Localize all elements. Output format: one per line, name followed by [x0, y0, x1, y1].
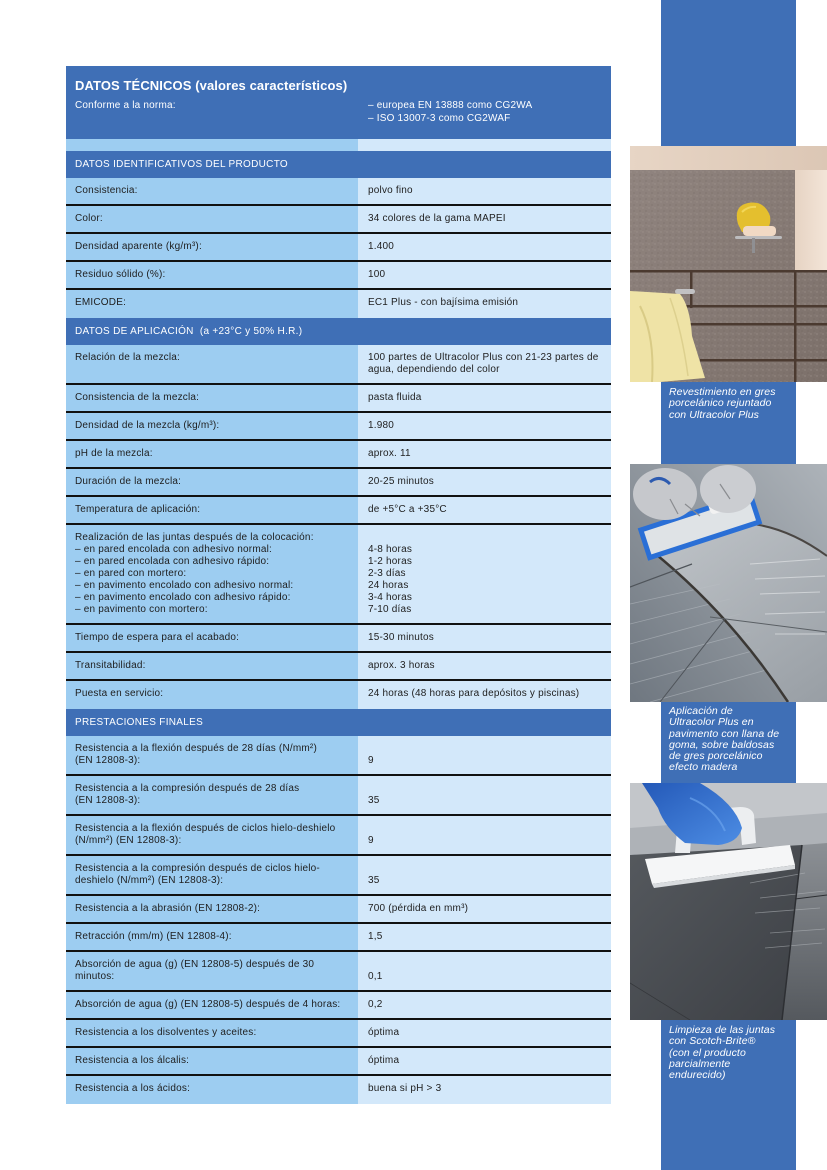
- photo-caption: Revestimiento en gres porcelánico rejuntado con Ultracolor Plus: [669, 386, 776, 421]
- table-row: [66, 681, 611, 709]
- table-row: [66, 234, 611, 262]
- table-row: [66, 1048, 611, 1076]
- row-label: Duración de la mezcla:: [66, 469, 358, 497]
- row-value: óptima: [358, 1020, 611, 1048]
- spacer-value-cell: [358, 139, 611, 151]
- norm-value: – ISO 13007-3 como CG2WAF: [368, 112, 511, 124]
- row-value: 24 horas (48 horas para depósitos y piscinas): [358, 681, 611, 709]
- table-row: [66, 206, 611, 234]
- table-row: [66, 816, 611, 856]
- row-value: 100: [358, 262, 611, 290]
- photo-caption: Aplicación de Ultracolor Plus en pavimento con llana de goma, sobre baldosas de gres porcelánico efecto madera: [669, 705, 780, 774]
- photo-float-application: [630, 464, 827, 702]
- table-row: [66, 992, 611, 1020]
- row-value: 35: [358, 776, 611, 816]
- row-label: Absorción de agua (g) (EN 12808-5) después de 30 minutos:: [66, 952, 358, 992]
- norm-label: Conforme a la norma:: [75, 100, 176, 111]
- row-value: 34 colores de la gama MAPEI: [358, 206, 611, 234]
- row-value: pasta fluida: [358, 385, 611, 413]
- row-value: 1.400: [358, 234, 611, 262]
- row-label: Resistencia a la compresión después de ciclos hielo- deshielo (N/mm²) (EN 12808-3):: [66, 856, 358, 896]
- row-label: Absorción de agua (g) (EN 12808-5) después de 4 horas:: [66, 992, 358, 1020]
- row-value: 35: [358, 856, 611, 896]
- row-value: buena si pH > 3: [358, 1076, 611, 1104]
- row-label: Color:: [66, 206, 358, 234]
- row-value: 1,5: [358, 924, 611, 952]
- table-row: [66, 1020, 611, 1048]
- table-row: [66, 1076, 611, 1104]
- row-label: EMICODE:: [66, 290, 358, 318]
- table-row: [66, 441, 611, 469]
- row-value: de +5°C a +35°C: [358, 497, 611, 525]
- row-label: Retracción (mm/m) (EN 12808-4):: [66, 924, 358, 952]
- row-label: Resistencia a la compresión después de 28 días (EN 12808-3):: [66, 776, 358, 816]
- row-label: Temperatura de aplicación:: [66, 497, 358, 525]
- table-row: [66, 497, 611, 525]
- row-value: EC1 Plus - con bajísima emisión: [358, 290, 611, 318]
- joint-cleaning-image: [630, 783, 827, 1020]
- row-label: pH de la mezcla:: [66, 441, 358, 469]
- spacer-row: [66, 139, 611, 151]
- table-row: [66, 856, 611, 896]
- row-value: 9: [358, 736, 611, 776]
- table-row: [66, 178, 611, 206]
- photo-caption: Limpieza de las juntas con Scotch-Brite® (con el producto parcialmente endurecido): [669, 1024, 776, 1082]
- norm-value: – europea EN 13888 como CG2WA: [368, 100, 533, 111]
- row-label: Transitabilidad:: [66, 653, 358, 681]
- row-value: aprox. 3 horas: [358, 653, 611, 681]
- row-label: Densidad aparente (kg/m³):: [66, 234, 358, 262]
- row-label: Resistencia a los disolventes y aceites:: [66, 1020, 358, 1048]
- table-row: [66, 625, 611, 653]
- row-label: Resistencia a los álcalis:: [66, 1048, 358, 1076]
- row-value: 100 partes de Ultracolor Plus con 21-23 partes de agua, dependiendo del color: [358, 345, 611, 385]
- table-row: [66, 896, 611, 924]
- row-value: 0,1: [358, 952, 611, 992]
- table-row: [66, 776, 611, 816]
- table-row: [66, 952, 611, 992]
- table-row: [66, 736, 611, 776]
- row-value: aprox. 11: [358, 441, 611, 469]
- table-row: [66, 525, 611, 625]
- row-label: Resistencia a los ácidos:: [66, 1076, 358, 1104]
- row-label: Resistencia a la abrasión (EN 12808-2):: [66, 896, 358, 924]
- table-row: [66, 262, 611, 290]
- row-value: 1.980: [358, 413, 611, 441]
- table-row: [66, 469, 611, 497]
- row-label: Puesta en servicio:: [66, 681, 358, 709]
- row-label: Consistencia:: [66, 178, 358, 206]
- table-row: [66, 385, 611, 413]
- row-label: Resistencia a la flexión después de 28 días (N/mm²) (EN 12808-3):: [66, 736, 358, 776]
- row-value: óptima: [358, 1048, 611, 1076]
- row-label: Resistencia a la flexión después de ciclos hielo-deshielo (N/mm²) (EN 12808-3):: [66, 816, 358, 856]
- wall-tiles-image: [630, 146, 827, 382]
- row-label: Tiempo de espera para el acabado:: [66, 625, 358, 653]
- technical-data-table: [66, 66, 611, 1104]
- row-label: Realización de las juntas después de la colocación: – en pared encolada con adhesivo normal: – en pared encolada con adhesivo rápido: – en pared con mortero: – en pavimento encolado con adhesivo normal: – en pavimento encolado con adhesivo rápido: – en pavimento con mortero:: [66, 525, 358, 625]
- section-header: PRESTACIONES FINALES: [66, 709, 611, 736]
- row-value: 9: [358, 816, 611, 856]
- table-row: [66, 413, 611, 441]
- norm-row: [75, 100, 602, 125]
- table-row: [66, 345, 611, 385]
- table-row: [66, 653, 611, 681]
- photo-grouted-wall: [630, 146, 827, 382]
- row-value: 0,2: [358, 992, 611, 1020]
- table-title: DATOS TÉCNICOS (valores característicos): [75, 78, 348, 93]
- table-row: [66, 290, 611, 318]
- table-row: [66, 924, 611, 952]
- row-label: Residuo sólido (%):: [66, 262, 358, 290]
- spacer-label-cell: [66, 139, 358, 151]
- row-label: Densidad de la mezcla (kg/m³):: [66, 413, 358, 441]
- row-value: 15-30 minutos: [358, 625, 611, 653]
- norm-values: [368, 100, 602, 125]
- photo-joint-cleaning: [630, 783, 827, 1020]
- floor-application-image: [630, 464, 827, 702]
- section-header: DATOS IDENTIFICATIVOS DEL PRODUCTO: [66, 151, 611, 178]
- table-header: [66, 66, 611, 139]
- row-label: Consistencia de la mezcla:: [66, 385, 358, 413]
- row-value: 700 (pérdida en mm³): [358, 896, 611, 924]
- row-value: 4-8 horas 1-2 horas 2-3 días 24 horas 3-4 horas 7-10 días: [358, 525, 611, 625]
- section-header: DATOS DE APLICACIÓN (a +23°C y 50% H.R.): [66, 318, 611, 345]
- row-label: Relación de la mezcla:: [66, 345, 358, 385]
- row-value: polvo fino: [358, 178, 611, 206]
- row-value: 20-25 minutos: [358, 469, 611, 497]
